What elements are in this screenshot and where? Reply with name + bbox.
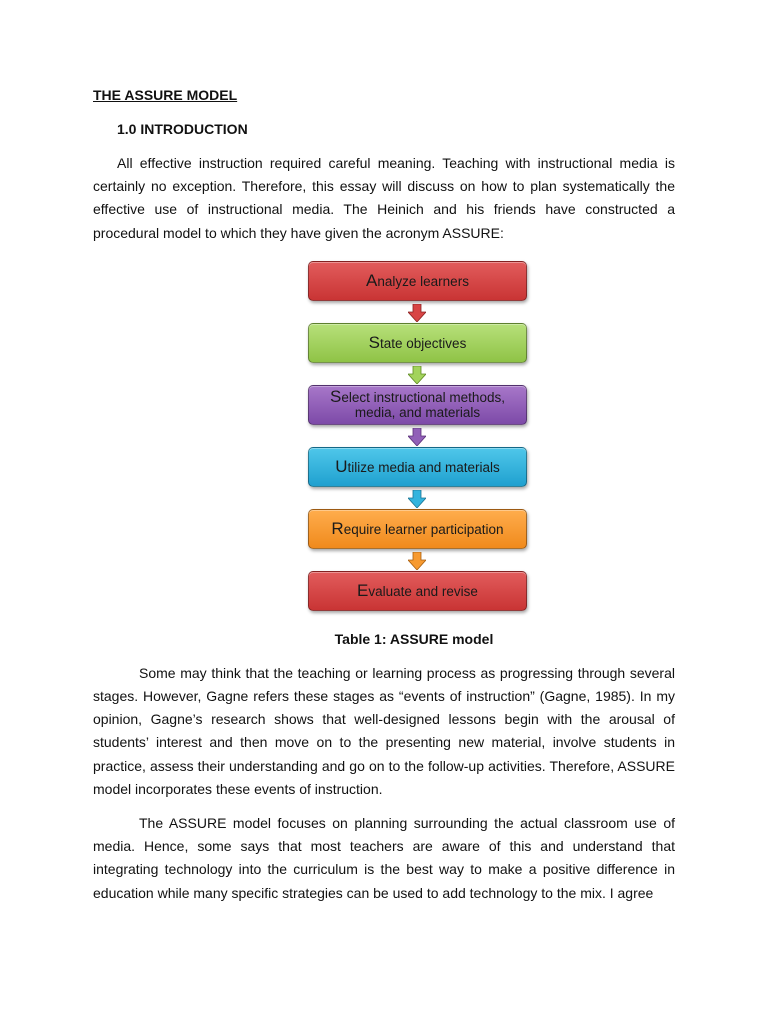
step-text: equire learner participation [343, 521, 504, 537]
step-text: elect instructional methods, media, and materials [341, 390, 505, 421]
flow-step-state [308, 323, 527, 363]
step-text: tate objectives [380, 335, 467, 351]
step-initial: E [357, 580, 369, 600]
down-arrow-icon [408, 552, 426, 570]
flow-step-evaluate [308, 571, 527, 611]
flow-step-select [308, 385, 527, 425]
paragraph-intro: All effective instruction required careful meaning. Teaching with instructional media is certainly no exception. Therefore, this essay will discuss on how to plan systematically the effective use of instructional media. The Heinich and his friends have constructed a procedural model to which they have given the acronym ASSURE: [93, 155, 675, 241]
paragraph-assure-focus: The ASSURE model focuses on planning surrounding the actual classroom use of media. Hence, some says that most teachers are aware of this and understand that integrating technology into the curriculum is the best way to make a positive difference in education while many specific strategies can be used to add technology to the mix. I agree [93, 815, 675, 901]
document-title: THE ASSURE MODEL [93, 87, 238, 103]
figure-caption: Table 1: ASSURE model [334, 630, 494, 647]
step-initial: R [331, 518, 344, 538]
assure-flowchart [93, 261, 675, 617]
down-arrow-icon [408, 428, 426, 446]
flow-step-analyze [308, 261, 527, 301]
down-arrow-icon [408, 490, 426, 508]
step-initial: S [330, 387, 342, 407]
step-initial: S [368, 332, 381, 352]
step-text: tilize media and materials [347, 459, 500, 475]
paragraph-gagne: Some may think that the teaching or learning process as progressing through several stages. However, Gagne refers these stages as “events of instruction” (Gagne, 1985). In my opinion, Gagne’s research shows that well-designed lessons begin with the arousal of students’ interest and then move on to the presenting new material, involve students in practice, assess their understanding and go on to the follow-up activities. Therefore, ASSURE model incorporates these events of instruction. [93, 664, 675, 797]
step-text: nalyze learners [377, 273, 469, 289]
step-text: valuate and revise [368, 583, 478, 599]
down-arrow-icon [408, 366, 426, 384]
step-initial: U [335, 456, 348, 476]
section-heading: 1.0 INTRODUCTION [117, 121, 248, 137]
down-arrow-icon [408, 304, 426, 322]
document-page [93, 85, 675, 905]
flow-step-utilize [308, 447, 527, 487]
step-initial: A [366, 270, 378, 290]
flow-step-require [308, 509, 527, 549]
